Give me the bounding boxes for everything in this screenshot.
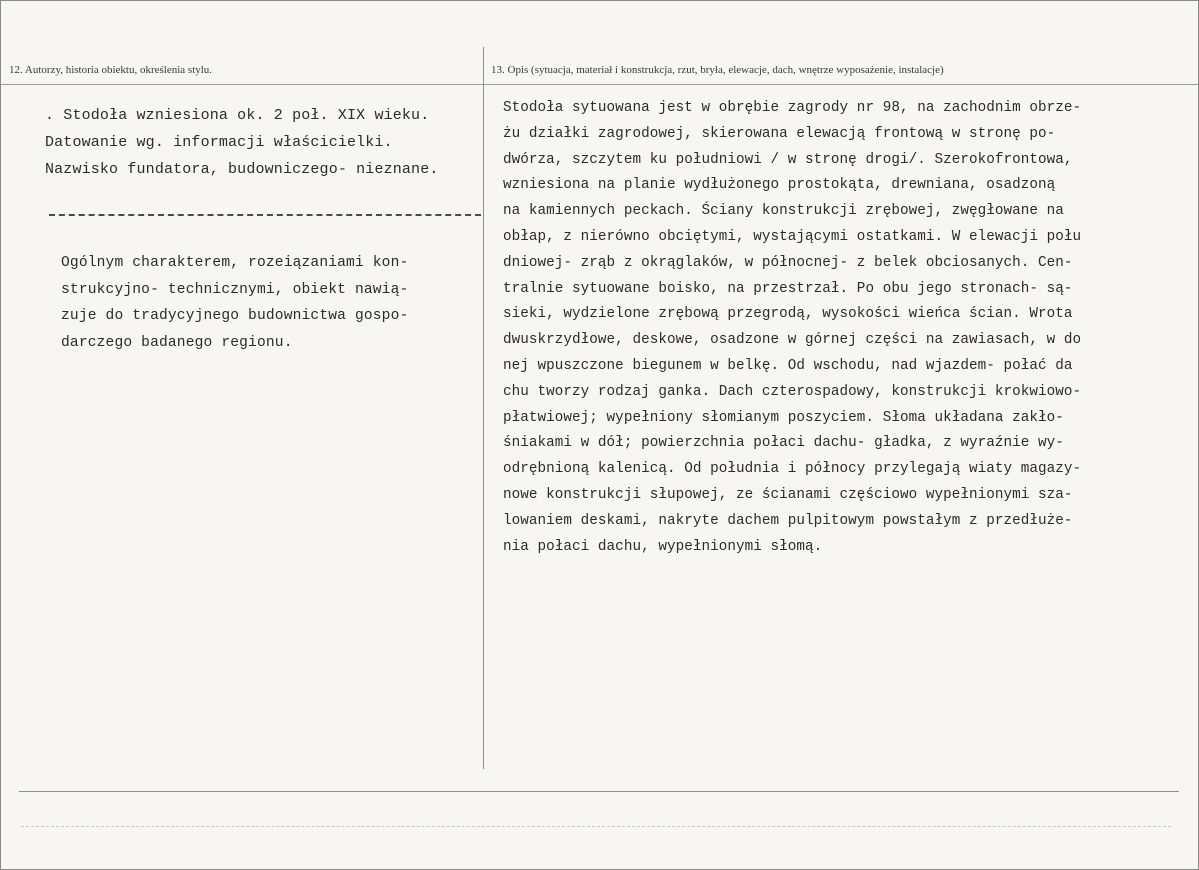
description-line: sieki, wydzielone zrębową przegrodą, wysokości wieńca ścian. Wrota	[503, 306, 1073, 323]
section-12-header: 12. Autorzy, historia obiektu, określenia stylu.	[9, 64, 213, 76]
bottom-rule	[19, 791, 1179, 792]
description-line: odrębnioną kalenicą. Od południa i północy przylegają wiaty magazy-	[503, 461, 1082, 478]
history-line: Nazwisko fundatora, budowniczego- nieznane.	[45, 161, 439, 178]
description-line: Stodoła sytuowana jest w obrębie zagrody nr 98, na zachodnim obrze-	[503, 100, 1082, 116]
style-paragraph	[61, 250, 481, 356]
history-line: . Stodoła wzniesiona ok. 2 poł. XIX wieku.	[45, 107, 430, 124]
description-line: żu działki zagrodowej, skierowana elewacją frontową w stronę po-	[503, 125, 1056, 142]
description-line: wzniesiona na planie wydłużonego prostokąta, drewniana, osadzoną	[503, 177, 1056, 194]
description-line: płatwiowej; wypełniony słomianym poszyciem. Słoma układana zakło-	[503, 409, 1064, 426]
style-line: darczego badanego regionu.	[61, 334, 293, 351]
faint-bottom-line	[21, 826, 1171, 827]
description-paragraph	[503, 96, 1193, 560]
section-13-header: 13. Opis (sytuacja, materiał i konstrukcja, rzut, bryła, elewacje, dach, wnętrze wyposażenie, instalacje)	[491, 64, 944, 76]
style-line: zuje do tradycyjnego budownictwa gospo-	[61, 308, 409, 324]
history-paragraph	[45, 102, 485, 183]
description-line: dwuskrzydłowe, deskowe, osadzone w górnej części na zawiasach, w do	[503, 332, 1082, 349]
dashed-separator	[49, 214, 481, 216]
description-line: obłap, z nierówno obciętymi, wystającymi ostatkami. W elewacji połu	[503, 228, 1082, 245]
description-line: śniakami w dół; powierzchnia połaci dachu- gładka, z wyraźnie wy-	[503, 435, 1064, 452]
description-line: tralnie sytuowane boisko, na przestrzał. Po obu jego stronach- są-	[503, 280, 1073, 297]
description-line: dwórza, szczytem ku południowi / w stronę drogi/. Szerokofrontowa,	[503, 151, 1073, 168]
description-line: chu tworzy rodzaj ganka. Dach czterospadowy, konstrukcji krokwiowo-	[503, 383, 1082, 400]
description-line: dniowej- zrąb z okrąglaków, w północnej- z belek obciosanych. Cen-	[503, 254, 1073, 271]
header-rule	[1, 84, 1199, 85]
description-line: nej wpuszczone biegunem w belkę. Od wschodu, nad wjazdem- połać da	[503, 357, 1073, 374]
description-line: lowaniem deskami, nakryte dachem pulpitowym powstałym z przedłuże-	[503, 512, 1073, 529]
description-line: nowe konstrukcji słupowej, ze ścianami częściowo wypełnionymi sza-	[503, 486, 1073, 503]
description-line: nia połaci dachu, wypełnionymi słomą.	[503, 538, 823, 555]
style-line: Ogólnym charakterem, rozeiązaniami kon-	[61, 255, 409, 271]
description-line: na kamiennych peckach. Ściany konstrukcji zrębowej, zwęgłowane na	[503, 203, 1064, 220]
style-line: strukcyjno- technicznymi, obiekt nawią-	[61, 281, 409, 298]
history-line: Datowanie wg. informacji właścicielki.	[45, 134, 393, 151]
